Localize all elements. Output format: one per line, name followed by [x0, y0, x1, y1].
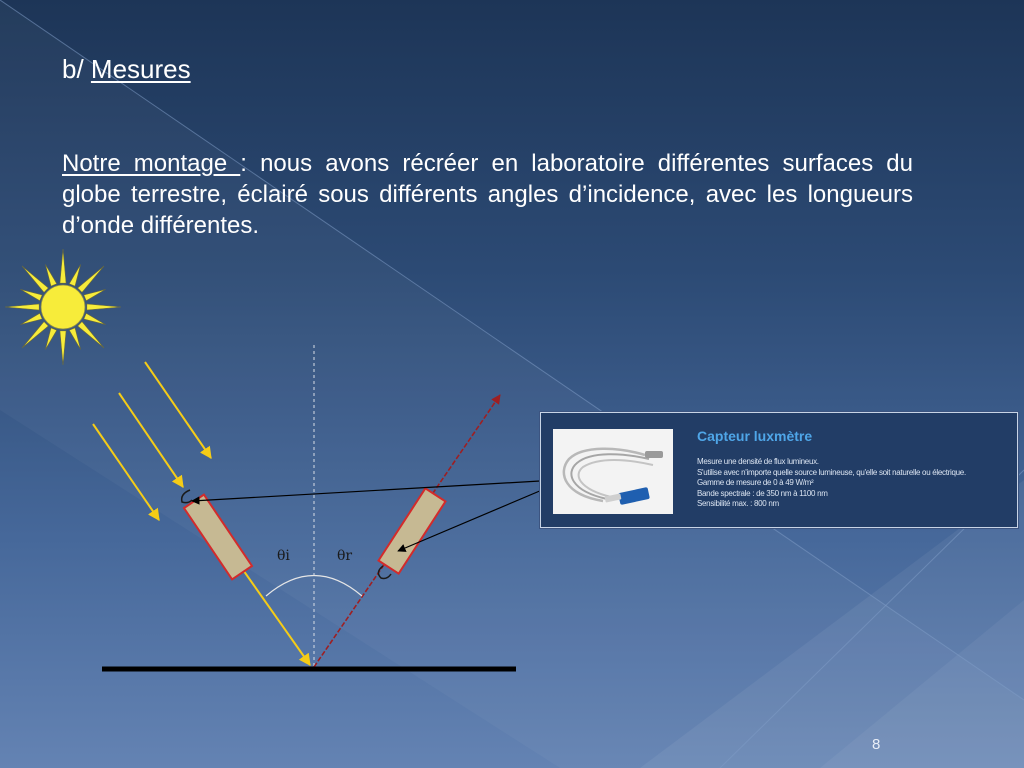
sun-ray	[45, 328, 56, 350]
sun-ray	[69, 328, 80, 350]
sensor-spec-item: Mesure une densité de flux lumineux.	[697, 457, 819, 466]
sun-icon	[5, 249, 121, 365]
heading-prefix: b/	[62, 54, 91, 84]
sun-ray	[45, 265, 56, 287]
sensor-info-card	[540, 412, 1018, 528]
sun-ray	[22, 266, 48, 292]
sun-ray	[21, 313, 43, 324]
page-number: 8	[872, 736, 881, 753]
sun-ray	[22, 322, 48, 348]
incident-ray	[145, 362, 211, 458]
sun-ray	[5, 304, 39, 310]
sun-ray	[60, 249, 66, 283]
sun-ray	[84, 313, 106, 324]
incident-ray	[119, 393, 183, 487]
sensor-card-title: Capteur luxmètre	[697, 428, 813, 444]
pointer-arrow-left	[192, 481, 540, 501]
sensor-spec-item: Bande spectrale : de 350 nm à 1100 nm	[697, 488, 828, 498]
intro-text: : nous avons récréer en laboratoire différentes surfaces du globe terrestre, éclairé sous différents angles d’incidence, avec les longueurs d’onde différentes.	[62, 150, 914, 239]
sun-ray	[84, 289, 106, 300]
sun-ray	[78, 266, 104, 292]
sun-ray	[87, 304, 121, 310]
sun-ray	[69, 265, 80, 287]
intro-label: Notre montage	[62, 150, 241, 177]
sensor-spec-item: Gamme de mesure de 0 à 49 W/m²	[697, 478, 814, 487]
sun-ray	[60, 331, 66, 365]
light-sensor-cable-image	[553, 429, 673, 514]
sensor-spec-list	[697, 457, 966, 510]
sensor-spec-item: S'utilise avec n'importe quelle source lumineuse, qu'elle soit naturelle ou électrique.	[697, 467, 966, 477]
heading-title: Mesures	[90, 54, 191, 84]
sun-ray	[21, 289, 43, 300]
sensor-spec-item: Sensibilité max. : 800 nm	[697, 499, 779, 508]
sun-ray	[78, 322, 104, 348]
reflected-angle-label: θr	[337, 548, 353, 564]
incident-angle-label: θi	[277, 548, 290, 564]
right-sensor	[378, 488, 445, 578]
left-sensor	[182, 490, 252, 579]
